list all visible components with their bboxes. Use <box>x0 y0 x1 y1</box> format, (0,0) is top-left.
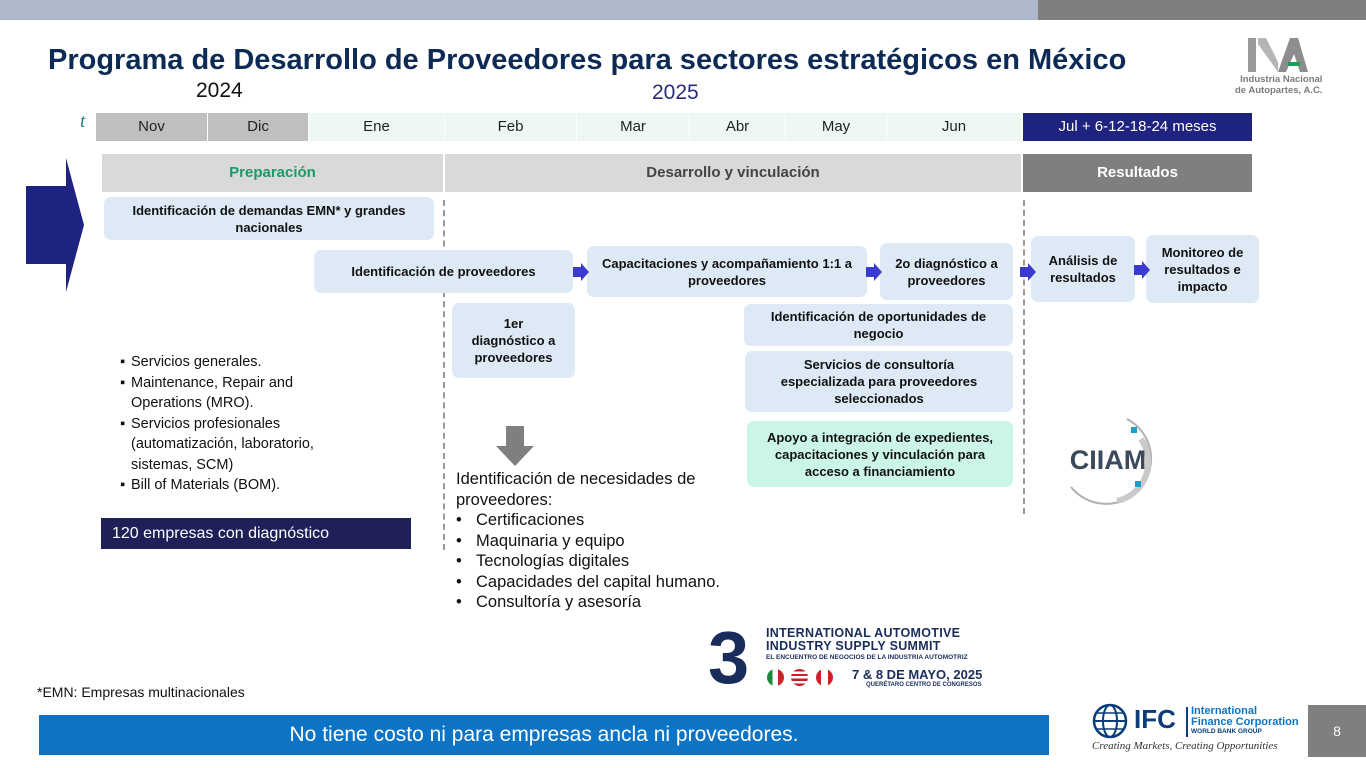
box-identificacion-demandas: Identificación de demandas EMN* y grandes nacionales <box>104 197 434 240</box>
needs-item: • Tecnologías digitales <box>456 551 726 572</box>
month-dic: Dic <box>208 113 308 141</box>
arrow-down-icon <box>496 426 534 466</box>
time-axis-label: t <box>80 111 86 132</box>
phase-divider-2 <box>1023 200 1025 514</box>
down-arrow <box>496 426 534 466</box>
flow-arrow-3 <box>1020 263 1036 281</box>
ina-logo-text <box>1235 74 1322 96</box>
needs-item: • Capacidades del capital humano. <box>456 572 726 593</box>
year-2024-label: 2024 <box>196 79 243 102</box>
summit-venue: QUERÉTARO CENTRO DE CONGRESOS <box>866 682 982 688</box>
chevron-right-icon <box>26 158 84 292</box>
services-list <box>120 352 346 496</box>
month-jun: Jun <box>887 113 1021 141</box>
box-primer-diagnostico: 1er diagnóstico a proveedores <box>452 303 575 378</box>
needs-item: • Maquinaria y equipo <box>456 531 726 552</box>
ina-logo <box>1246 36 1310 74</box>
ifc-wordmark: IFC <box>1134 704 1176 734</box>
ciiam-logo-icon <box>1057 409 1160 512</box>
phase-desarrollo: Desarrollo y vinculación <box>445 154 1021 192</box>
summit-title-line1: INTERNATIONAL AUTOMOTIVE <box>766 626 961 640</box>
box-consultoria: Servicios de consultoría especializada para proveedores seleccionados <box>745 351 1013 412</box>
box-identificacion-proveedores: Identificación de proveedores <box>314 250 573 293</box>
month-ene: Ene <box>309 113 444 141</box>
service-item: ▪ Servicios profesionales (automatización, laboratorio, sistemas, SCM) <box>120 414 346 476</box>
ifc-divider <box>1186 707 1188 737</box>
box-segundo-diagnostico: 2o diagnóstico a proveedores <box>880 243 1013 300</box>
year-2025-label: 2025 <box>652 81 699 104</box>
process-arrow <box>26 158 84 292</box>
summit-title-line2: INDUSTRY SUPPLY SUMMIT <box>766 639 941 653</box>
usa-flag-icon <box>791 669 808 686</box>
ifc-name-line1: International <box>1191 705 1258 717</box>
footnote: *EMN: Empresas multinacionales <box>37 684 245 700</box>
flow-arrow-4 <box>1134 261 1150 279</box>
needs-list <box>456 469 726 613</box>
globe-icon <box>1092 703 1128 739</box>
needs-item: • Certificaciones <box>456 510 726 531</box>
box-monitoreo: Monitoreo de resultados e impacto <box>1146 235 1259 303</box>
box-analisis-resultados: Análisis de resultados <box>1031 236 1135 302</box>
slide-title: Programa de Desarrollo de Proveedores para sectores estratégicos en México <box>48 44 1127 76</box>
summit-date: 7 & 8 DE MAYO, 2025 <box>852 667 983 682</box>
ifc-globe <box>1092 703 1128 739</box>
ifc-tagline: Creating Markets, Creating Opportunities <box>1092 740 1278 752</box>
flow-arrow-2 <box>866 263 882 281</box>
page-number: 8 <box>1308 705 1366 757</box>
arrow-right-icon <box>1020 263 1036 281</box>
arrow-right-icon <box>1134 261 1150 279</box>
month-mar: Mar <box>577 113 689 141</box>
needs-title: Identificación de necesidades de proveedores: <box>456 470 696 509</box>
month-may: May <box>786 113 886 141</box>
mexico-flag-icon <box>767 669 784 686</box>
top-bar-left <box>0 0 1038 20</box>
canada-flag-icon <box>816 669 833 686</box>
summit-subtitle: EL ENCUENTRO DE NEGOCIOS DE LA INDUSTRIA AUTOMOTRIZ <box>766 654 968 661</box>
ina-line1: Industria Nacional <box>1240 74 1323 85</box>
ina-logo-icon <box>1246 36 1310 74</box>
service-item: ▪ Maintenance, Repair and Operations (MRO). <box>120 373 346 414</box>
summit-number: 3 <box>708 616 750 699</box>
month-feb: Feb <box>445 113 576 141</box>
month-jul-plus: Jul + 6-12-18-24 meses <box>1023 113 1252 141</box>
service-item: ▪ Bill of Materials (BOM). <box>120 475 346 496</box>
empresas-diagnostico-badge: 120 empresas con diagnóstico <box>101 518 411 549</box>
top-bar-right <box>1038 0 1366 20</box>
ifc-group: WORLD BANK GROUP <box>1191 728 1262 735</box>
flow-arrow-1 <box>573 263 589 281</box>
needs-item: • Consultoría y asesoría <box>456 592 726 613</box>
month-abr: Abr <box>690 113 785 141</box>
box-capacitaciones: Capacitaciones y acompañamiento 1:1 a proveedores <box>587 246 867 297</box>
arrow-right-icon <box>573 263 589 281</box>
ciiam-logo-text: CIIAM <box>1069 445 1147 475</box>
phase-preparacion: Preparación <box>102 154 443 192</box>
box-oportunidades-negocio: Identificación de oportunidades de negocio <box>744 304 1013 346</box>
bottom-banner: No tiene costo ni para empresas ancla ni proveedores. <box>39 715 1049 755</box>
phase-resultados: Resultados <box>1023 154 1252 192</box>
service-item: ▪ Servicios generales. <box>120 352 346 373</box>
arrow-right-icon <box>866 263 882 281</box>
ina-line2: de Autopartes, A.C. <box>1235 85 1323 96</box>
ifc-name-line2: Finance Corporation <box>1191 716 1299 728</box>
month-nov: Nov <box>96 113 207 141</box>
box-apoyo-financiamiento: Apoyo a integración de expedientes, capacitaciones y vinculación para acceso a financiamiento <box>747 421 1013 487</box>
ciiam-logo <box>1057 409 1160 512</box>
